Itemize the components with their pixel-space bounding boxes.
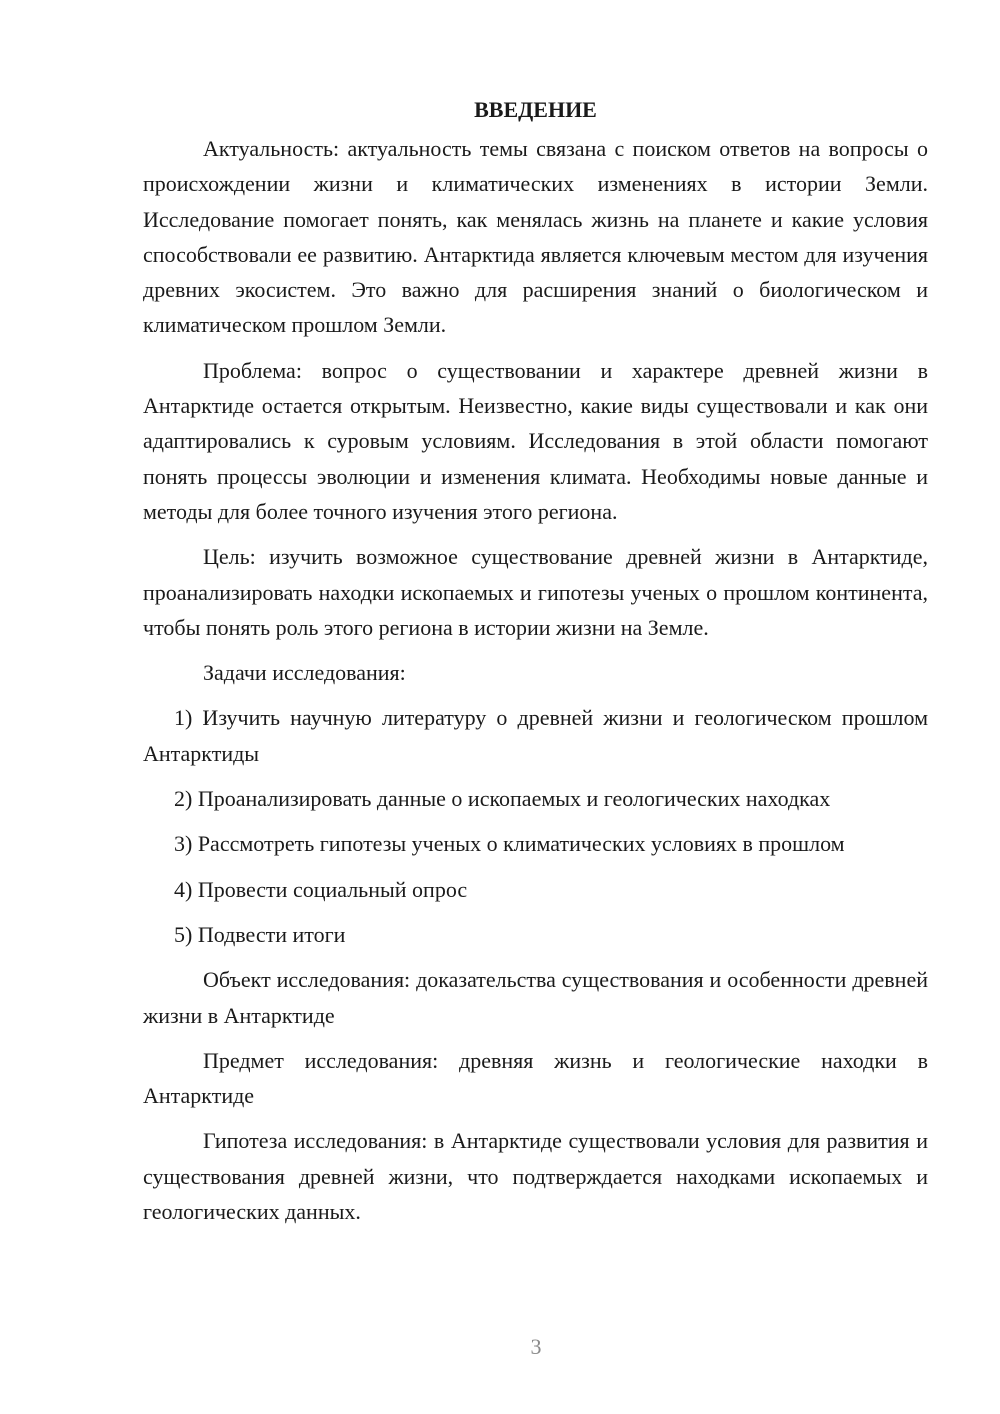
object-paragraph: Объект исследования: доказательства существования и особенности древней жизни в Антарктиде — [143, 967, 928, 1028]
task-item: 2) Проанализировать данные о ископаемых и геологических находках — [174, 786, 831, 812]
goal-paragraph: Цель: изучить возможное существование древней жизни в Антарктиде, проанализировать находки ископаемых и гипотезы ученых о прошлом континента, чтобы понять роль этого региона в истории жизни на Земле. — [143, 544, 928, 640]
task-item: 3) Рассмотреть гипотезы ученых о климатических условиях в прошлом — [174, 831, 845, 857]
document-page — [143, 95, 928, 1239]
section-title: ВВЕДЕНИЕ — [474, 97, 597, 122]
hypothesis-paragraph: Гипотеза исследования: в Антарктиде существовали условия для развития и существования древней жизни, что подтверждается находками ископаемых и геологических данных. — [143, 1128, 928, 1225]
task-item: 5) Подвести итоги — [174, 921, 346, 947]
tasks-list — [143, 700, 928, 952]
task-item: 4) Провести социальный опрос — [174, 876, 468, 902]
relevance-paragraph: Актуальность: актуальность темы связана с поиском ответов на вопросы о происхождении жизни и климатических изменениях в истории Земли. Исследование помогает понять, как менялась жизнь на планете и какие условия способствовали ее развитию. Антарктида является ключевым местом для изучения древних экосистем. Это важно для расширения знаний о биологическом и климатическом прошлом Земли. — [143, 136, 928, 338]
problem-paragraph: Проблема: вопрос о существовании и характере древней жизни в Антарктиде остается открытым. Неизвестно, какие виды существовали и как они адаптировались к суровым условиям. Исследования в этой области помогают понять процессы эволюции и изменения климата. Необходимы новые данные и методы для более точного изучения этого региона. — [143, 357, 928, 524]
subject-paragraph: Предмет исследования: древняя жизнь и геологические находки в Антарктиде — [143, 1047, 928, 1109]
page-number: 3 — [530, 1334, 542, 1359]
tasks-heading: Задачи исследования: — [203, 660, 406, 686]
task-item: 1) Изучить научную литературу о древней жизни и геологическом прошлом Антарктиды — [143, 705, 928, 766]
